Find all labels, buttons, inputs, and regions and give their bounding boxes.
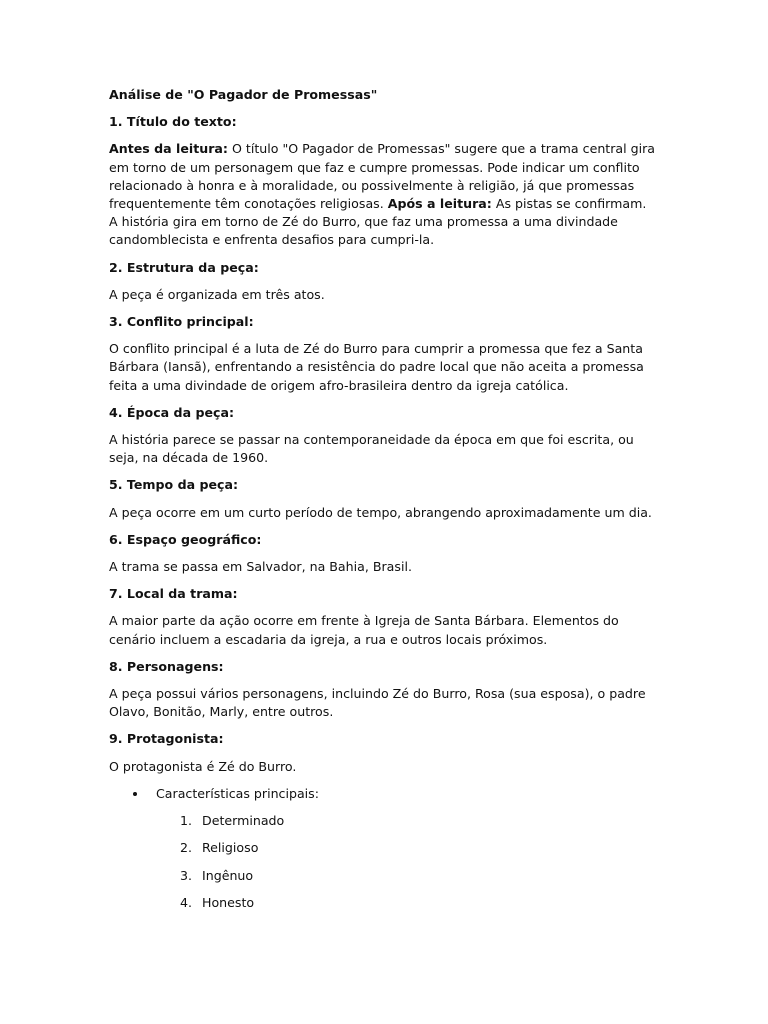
section-heading: 7. Local da trama:: [109, 586, 238, 602]
list-number: 1.: [180, 813, 193, 829]
section-paragraph: A peça é organizada em três atos.: [109, 286, 325, 302]
list-item: [109, 839, 657, 857]
list-item: [109, 812, 657, 830]
before-reading-text: O título "O Pagador de Promessas" sugere que a trama central gira em torno de um personagem que faz e cumpre promessas. Pode indicar um conflito relacionado à honra e à moralidade, ou possivelmente à religião, já que promessas frequentemente têm conotações religiosas.: [109, 141, 656, 212]
list-text: Honesto: [202, 894, 255, 910]
section-paragraph: A trama se passa em Salvador, na Bahia, Brasil.: [109, 559, 412, 575]
document-title: Análise de "O Pagador de Promessas": [109, 87, 378, 102]
section-heading: 8. Personagens:: [109, 658, 224, 674]
bullet-list: [109, 785, 657, 803]
list-number: 2.: [180, 840, 193, 856]
numbered-list: [109, 812, 657, 912]
list-number: 4.: [180, 894, 193, 910]
list-text: Religioso: [202, 840, 259, 856]
section-paragraph: A maior parte da ação ocorre em frente à Igreja de Santa Bárbara. Elementos do cenário incluem a escadaria da igreja, a rua e outros locais próximos.: [109, 613, 619, 647]
bullet-item: Características principais:: [109, 785, 657, 803]
section-heading: 5. Tempo da peça:: [109, 477, 239, 493]
section-heading: 4. Época da peça:: [109, 404, 235, 420]
list-text: Determinado: [202, 813, 285, 829]
section-paragraph: A história parece se passar na contemporaneidade da época em que foi escrita, ou seja, na década de 1960.: [109, 432, 634, 466]
section-heading: 9. Protagonista:: [109, 731, 224, 747]
list-text: Ingênuo: [202, 867, 254, 883]
section-heading: 1. Título do texto:: [109, 114, 237, 130]
section-paragraph: A peça possui vários personagens, incluindo Zé do Burro, Rosa (sua esposa), o padre Olavo, Bonitão, Marly, entre outros.: [109, 686, 646, 720]
after-reading-text: As pistas se confirmam. A história gira em torno de Zé do Burro, que faz uma promessa a uma divindade candomblecista e enfrenta desafios para cumpri-la.: [109, 196, 647, 248]
section-heading: 2. Estrutura da peça:: [109, 259, 259, 275]
before-reading-label: Antes da leitura:: [109, 141, 228, 157]
list-item: [109, 867, 657, 885]
section-paragraph: A peça ocorre em um curto período de tempo, abrangendo aproximadamente um dia.: [109, 504, 652, 520]
document-body: [109, 86, 657, 921]
list-item: [109, 894, 657, 912]
section-paragraph: O conflito principal é a luta de Zé do Burro para cumprir a promessa que fez a Santa Bárbara (Iansã), enfrentando a resistência do padre local que não aceita a promessa feita a uma divindade de origem afro-brasileira dentro da igreja católica.: [109, 341, 644, 393]
list-number: 3.: [180, 867, 193, 883]
section-heading: 3. Conflito principal:: [109, 314, 254, 330]
section-paragraph: [109, 140, 657, 249]
section-heading: 6. Espaço geográfico:: [109, 531, 262, 547]
section-paragraph: O protagonista é Zé do Burro.: [109, 758, 297, 774]
after-reading-label: Após a leitura:: [387, 196, 492, 212]
